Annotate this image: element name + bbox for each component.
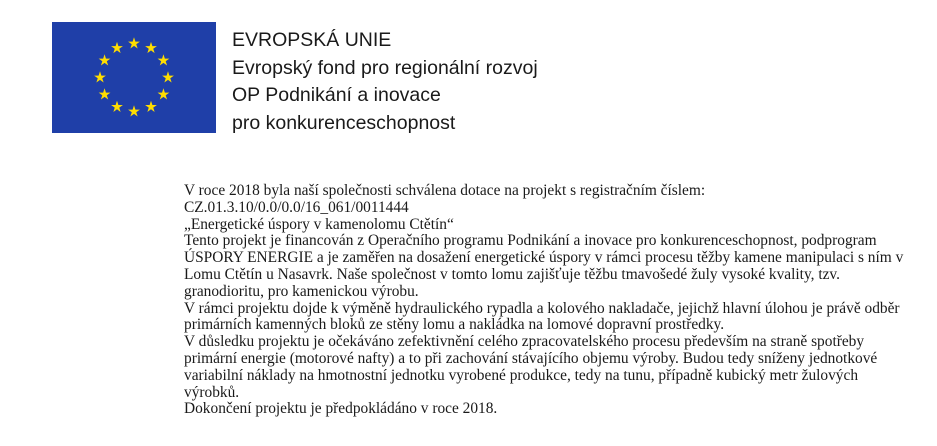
project-description — [184, 183, 914, 418]
eu-flag-logo — [52, 22, 216, 133]
logo-line-fund: Evropský fond pro regionální rozvoj — [232, 56, 538, 79]
eu-star-icon — [94, 71, 106, 82]
eu-star-icon — [99, 54, 111, 65]
eu-star-icon — [158, 88, 170, 99]
paragraph-project-title: „Energetické úspory v kamenolomu Ctětín“ — [184, 215, 454, 233]
eu-stars-icon — [52, 22, 216, 133]
eu-star-icon — [162, 71, 174, 82]
paragraph-funding: Tento projekt je financován z Operačního programu Podnikání a inovace pro konkurenceschopnost, podprogram ÚSPORY ENERGIE a je zaměřen na dosažení energetické úspory v rámci procesu těžby kamene manipulaci s ním v Lomu Ctětín u Nasavrk. Naše společnost v tomto lomu zajišťuje těžbu tmavošedé žuly vysoké kvality, tzv. granodioritu, pro kamenickou výrobu. — [184, 232, 904, 300]
paragraph-registration: V roce 2018 byla naší společnosti schválena dotace na projekt s registračním číslem: CZ.01.3.10/0.0/0.0/16_061/0011444 — [184, 182, 706, 216]
logo-line-eu: EVROPSKÁ UNIE — [232, 29, 392, 51]
paragraph-effects: V důsledku projektu je očekáváno zefektivnění celého zpracovatelského procesu především na straně spotřeby primární energie (motorové nafty) a to při zachování stávajícího objemu výroby. Budou tedy sníženy jednotkové variabilní náklady na hmotnostní jednotku vyrobené produkce, tedy na tunu, případně kubický metr žulových výrobků. — [184, 333, 878, 401]
logo-line-programme: OP Podnikání a inovace — [232, 84, 441, 106]
eu-star-icon — [111, 101, 123, 112]
eu-star-icon — [111, 42, 123, 53]
eu-star-icon — [158, 54, 170, 65]
paragraph-equipment: V rámci projektu dojde k výměně hydraulického rypadla a kolového nakladače, jejichž hlavní úlohou je právě odběr primárních kamenných bloků ze stěny lomu a nakládka na lomové dopravní prostředky. — [184, 299, 900, 334]
logo-text — [232, 27, 538, 137]
eu-star-icon — [145, 42, 157, 53]
eu-star-icon — [145, 101, 157, 112]
eu-star-icon — [128, 105, 140, 116]
logo-line-competitiveness: pro konkurenceschopnost — [232, 111, 456, 134]
eu-star-icon — [128, 37, 140, 48]
eu-star-icon — [99, 88, 111, 99]
paragraph-completion: Dokončení projektu je předpokládáno v roce 2018. — [184, 400, 498, 418]
